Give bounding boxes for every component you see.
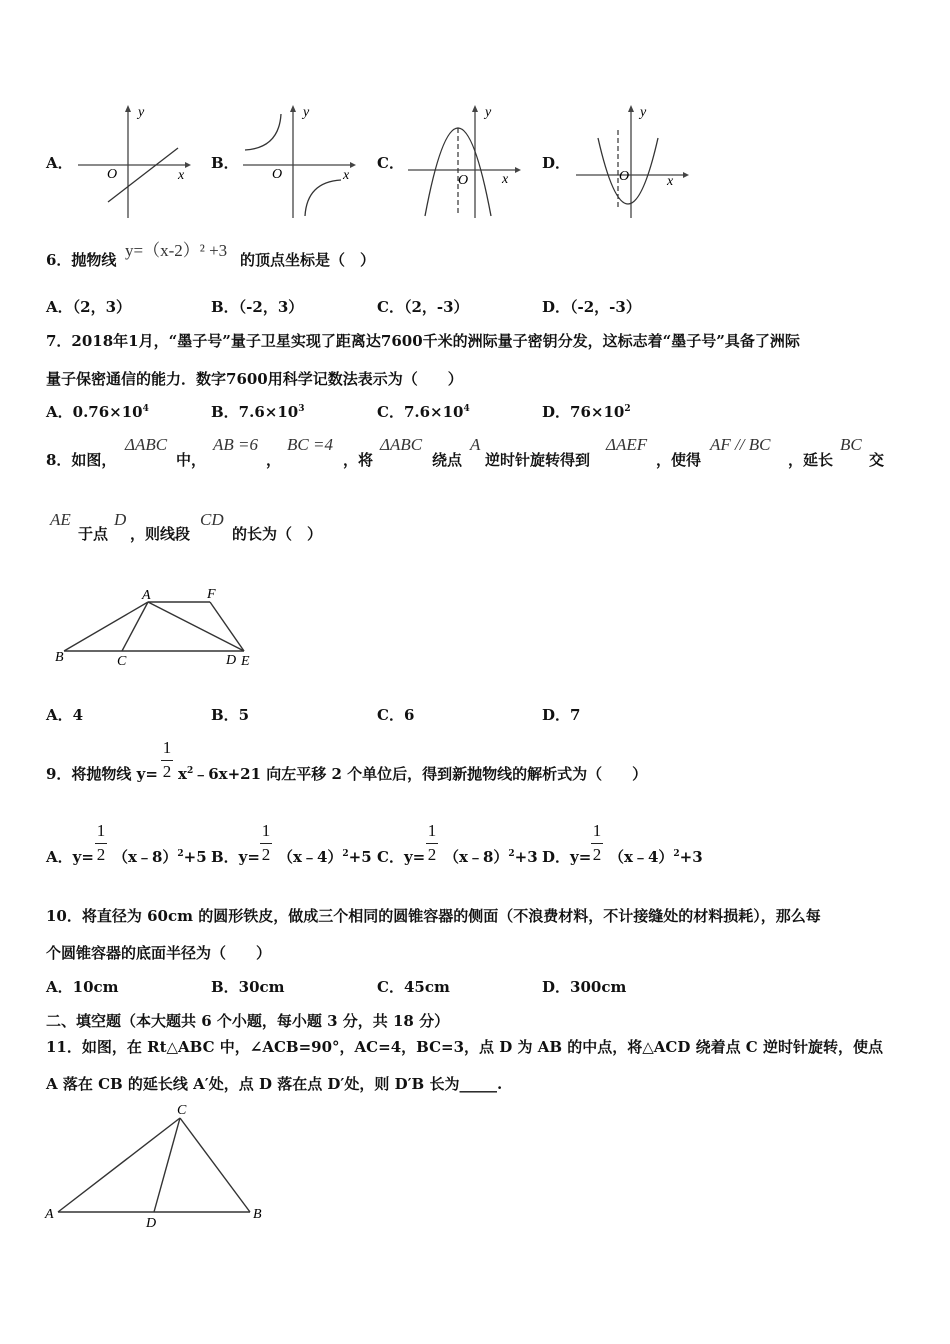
q9-option-c-body: （x﹣8）$^2$+3 — [444, 848, 538, 866]
q8-point-a: A — [470, 435, 481, 454]
y-axis-label: y — [640, 105, 647, 120]
q6-option-b: B．（-2，3） — [211, 298, 304, 316]
q8-option-d: D．7 — [542, 706, 581, 724]
q8-text-jiao: 交 — [869, 451, 885, 469]
q8-text-shide: ，使得 — [656, 451, 702, 469]
q7-option-b: B．$7.6\times 10^3$ — [211, 403, 305, 421]
q6-stem-post: 的顶点坐标是（ ） — [240, 251, 376, 269]
q9-option-d-body: （x﹣4）$^2$+3 — [609, 848, 703, 866]
q8-label-c: C — [117, 654, 127, 669]
q8-label-a: A — [142, 588, 151, 603]
x-axis-label: x — [667, 174, 674, 189]
q8-ae: AE — [50, 510, 71, 529]
q8-point-d: D — [114, 510, 127, 529]
q8-bc: BC — [840, 435, 862, 454]
q5-graph-d — [568, 100, 693, 225]
q9-option-b-label: B．y= — [211, 848, 260, 866]
q7-option-c: C．$7.6\times 10^4$ — [377, 403, 470, 421]
q9-option-c-label: C．y= — [377, 848, 426, 866]
q8-text-zhong: 中， — [176, 451, 207, 469]
q9-option-d-label: D．y= — [542, 848, 592, 866]
x-axis-label: x — [178, 168, 185, 183]
q8-text-yanchang: ，延长 — [788, 451, 834, 469]
q8-text-dechang: 的长为（ ） — [232, 525, 323, 543]
y-axis-label: y — [138, 105, 145, 120]
q8-number: 8．如图， — [46, 451, 117, 469]
q6-option-d: D．（-2，-3） — [542, 298, 641, 316]
q6-option-c: C．（2，-3） — [377, 298, 469, 316]
q8-triangle-abc-2: ΔABC — [380, 435, 423, 454]
q9-stem-post: $x^2﹣6x+21$ 向左平移 2 个单位后，得到新抛物线的解析式为（ ） — [178, 765, 648, 783]
q11-line1: 11．如图，在 Rt△ABC 中，∠ACB=90°，AC=4，BC=3，点 D 为 AB 的中点，将△ACD 绕着点 C 逆时针旋转，使点 — [46, 1038, 883, 1056]
q8-triangle-aef: ΔAEF — [606, 435, 648, 454]
q9-option-b-body: （x﹣4）$^2$+5 — [278, 848, 372, 866]
q8-text-raodian: 绕点 — [432, 451, 463, 469]
q10-line2: 个圆锥容器的底面半径为（ ） — [46, 944, 272, 962]
q8-label-d: D — [226, 653, 237, 668]
q8-label-e: E — [241, 654, 250, 669]
q5-option-d-label: D． — [542, 154, 571, 172]
q6-option-a: A．（2，3） — [46, 298, 132, 316]
q9-stem-pre: 9．将抛物线 y= — [46, 765, 158, 783]
q5-graph-c — [400, 100, 525, 225]
section-title: 二、填空题（本大题共 6 个小题，每小题 3 分，共 18 分） — [46, 1012, 450, 1030]
q6-formula: y=（x-2）² +3 — [125, 241, 228, 260]
x-axis-label: x — [343, 168, 350, 183]
q7-option-d: D．$76\times 10^2$ — [542, 403, 631, 421]
q8-cd: CD — [200, 510, 224, 529]
y-axis-label: y — [303, 105, 310, 120]
q5-option-c-label: C． — [377, 154, 404, 172]
origin-label: O — [107, 167, 118, 182]
q8-text-yudian: 于点 — [78, 525, 109, 543]
q8-text-zexian: ，则线段 — [130, 525, 191, 543]
q8-af-parallel-bc: AF // BC — [710, 435, 771, 454]
q7-option-a: A．$0.76\times 10^4$ — [46, 403, 149, 421]
q8-bc-value: BC =4 — [287, 435, 333, 454]
q8-option-c: C．6 — [377, 706, 415, 724]
x-axis-label: x — [502, 172, 509, 187]
answer-blank[interactable]: _____ — [459, 1075, 497, 1093]
q11-label-a: A — [45, 1207, 54, 1222]
q5-graph-a — [70, 100, 195, 225]
q10-option-b: B．30cm — [211, 978, 285, 996]
q8-label-f: F — [207, 587, 216, 602]
q8-figure — [50, 580, 265, 675]
q11-figure — [40, 1098, 270, 1233]
q9-option-a-label: A．y= — [46, 848, 94, 866]
q11-line2: A 落在 CB 的延长线 A′处，点 D 落在点 D′处，则 D′B 长为_____. — [46, 1075, 503, 1093]
q11-label-b: B — [253, 1207, 262, 1222]
q10-option-a: A．10cm — [46, 978, 119, 996]
q8-option-a: A．4 — [46, 706, 84, 724]
q8-comma: ， — [266, 451, 282, 469]
q10-option-d: D．300cm — [542, 978, 627, 996]
q8-text-jiang: ，将 — [343, 451, 374, 469]
q6-stem-pre: 6．抛物线 — [46, 251, 117, 269]
q10-line1: 10．将直径为 60cm 的圆形铁皮，做成三个相同的圆锥容器的侧面（不浪费材料，不计接缝处的材料损耗），那么每 — [46, 907, 821, 925]
q9-option-a-body: （x﹣8）$^2$+5 — [113, 848, 207, 866]
q8-triangle-abc: ΔABC — [125, 435, 168, 454]
q5-graph-b — [235, 100, 360, 225]
origin-label: O — [272, 167, 283, 182]
q5-option-b-label: B． — [211, 154, 239, 172]
q8-text-nishi: 逆时针旋转得到 — [485, 451, 591, 469]
q8-option-b: B．5 — [211, 706, 250, 724]
q7-line1: 7．2018年1月，“墨子号”量子卫星实现了距离达7600千米的洲际量子密钥分发，这标志着“墨子号”具备了洲际 — [46, 332, 800, 350]
q7-line2: 量子保密通信的能力．数字7600用科学记数法表示为（ ） — [46, 370, 463, 388]
origin-label: O — [458, 173, 469, 188]
q8-ab-value: AB =6 — [213, 435, 258, 454]
q8-label-b: B — [55, 650, 64, 665]
q10-option-c: C．45cm — [377, 978, 450, 996]
origin-label: O — [619, 169, 630, 184]
q11-label-c: C — [177, 1103, 187, 1118]
y-axis-label: y — [485, 105, 492, 120]
q11-label-d: D — [146, 1216, 157, 1231]
q5-option-a-label: A． — [46, 154, 73, 172]
